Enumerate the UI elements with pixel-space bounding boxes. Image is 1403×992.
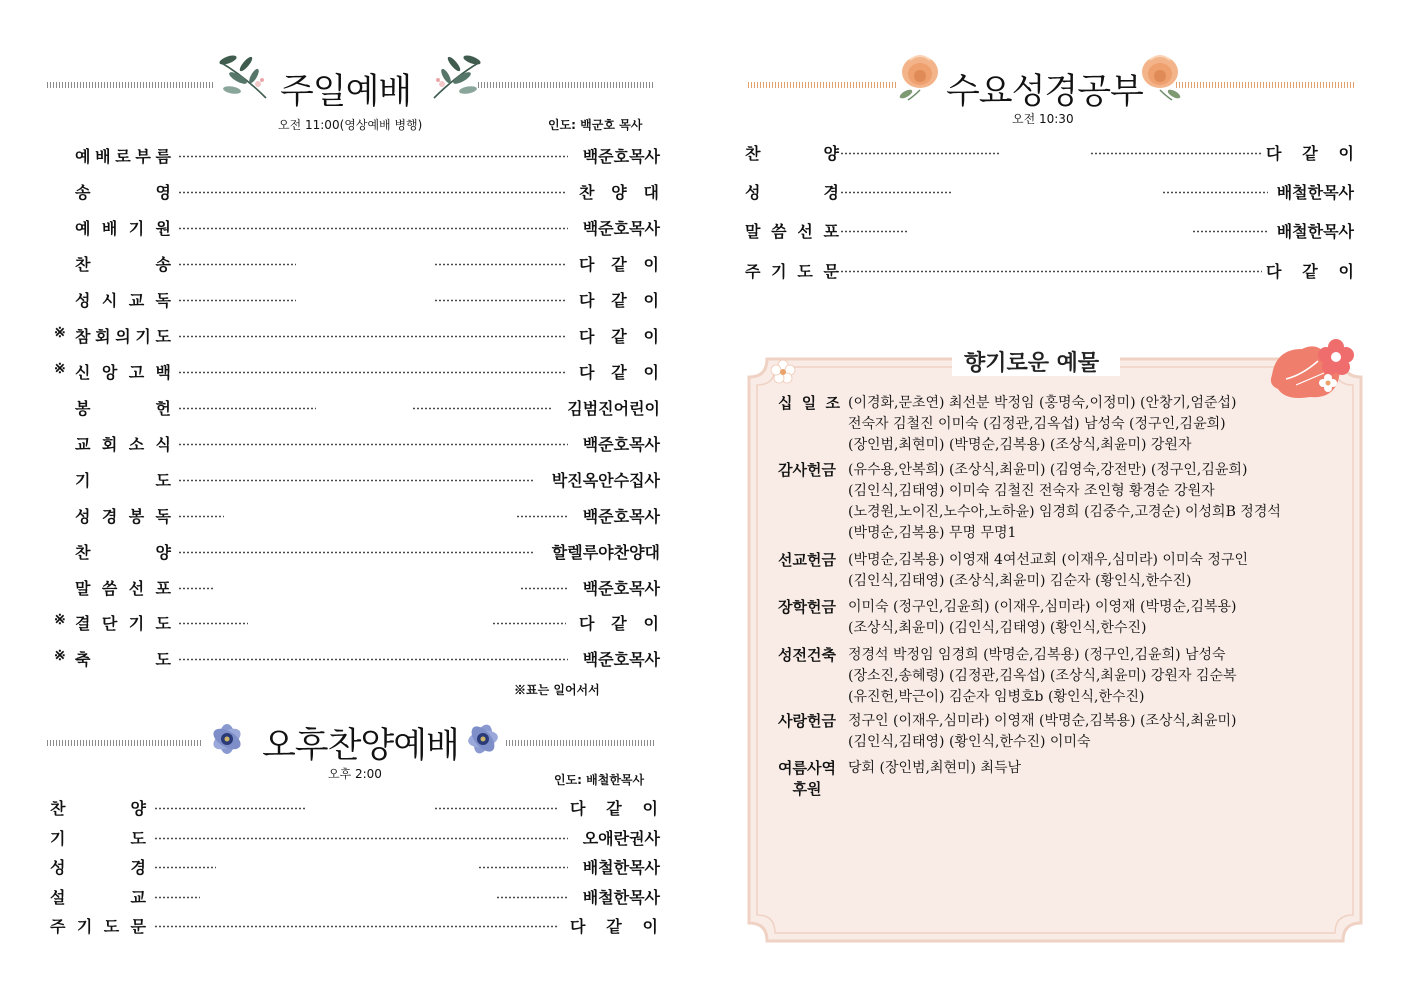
dot-leader [178,587,214,590]
offering-category [778,711,836,732]
offerings-title: 향기로운 예물 [964,351,1100,376]
order-responsible: 다 같 이 [579,255,659,274]
donor-line: (조상식,최윤미) (김인식,김태영) (황인식,한수진) [848,620,1147,636]
dot-leader [840,152,1000,155]
afternoon-rule-left [47,740,203,746]
order-responsible: 배철한목사 [1276,183,1354,202]
sunday-leader: 인도: 백군호 목사 [548,118,643,132]
order-label: 결 단 기 도 [75,614,171,633]
order-responsible: 백준호목사 [582,507,660,526]
order-label: 성 경 봉 독 [75,507,171,526]
offering-category-line: 선교헌금 [778,551,836,569]
dot-leader [154,896,200,899]
offering-category-line: 감사헌금 [778,461,836,479]
offering-category-line: 십 일 조 [778,394,840,412]
offering-donors [848,711,1237,753]
order-label: 신 앙 고 백 [75,363,171,382]
order-responsible: 다 같 이 [570,917,658,936]
blue-flower-icon [460,716,506,762]
dot-leader [178,479,535,482]
dot-leader [154,866,216,869]
dot-leader [1162,191,1268,194]
order-responsible: 박진옥안수집사 [551,471,660,490]
order-label: 주 기 도 문 [50,917,146,936]
afternoon-rule-right [506,740,654,746]
order-label: 참 회 의 기 도 [75,327,171,346]
donor-line: 정경석 박정임 임경희 (박명순,김복용) (정구인,김윤희) 남성숙 [848,647,1226,663]
order-responsible: 다 같 이 [1266,262,1354,281]
donor-line: (장인범,최현미) (박명순,김복용) (조상식,최윤미) 강원자 [848,437,1192,453]
dot-leader [178,335,566,338]
dot-leader [520,587,568,590]
order-label: 찬 양 [50,799,146,818]
order-label: 축 도 [75,650,171,669]
donor-line: (장소진,송혜령) (김정관,김옥섭) (조상식,최윤미) 강원자 김순복 [848,668,1237,684]
order-responsible: 다 같 이 [1266,144,1354,163]
header-rule-right [478,82,654,88]
dot-leader [434,299,566,302]
dot-leader [178,443,568,446]
order-label: 주 기 도 문 [745,262,839,281]
order-label: 성 경 [745,183,839,202]
offering-donors [848,460,1281,544]
donor-line: 당회 (장인범,최현미) 최득남 [848,760,1022,776]
dot-leader [154,837,568,840]
order-label: 찬 양 [745,144,839,163]
order-responsible: 백준호목사 [582,219,660,238]
order-label: 기 도 [75,471,171,490]
order-responsible: 김범진어린이 [567,399,660,418]
wednesday-rule-right [1176,82,1354,88]
dot-leader [178,622,248,625]
dot-leader [178,658,568,661]
order-label: 찬 송 [75,255,171,274]
stand-mark: ※ [54,361,66,377]
order-responsible: 다 같 이 [579,291,659,310]
order-label: 봉 헌 [75,399,171,418]
dot-leader [178,191,566,194]
coral-flower-icon [1266,335,1366,407]
dot-leader [178,371,566,374]
donor-line: (김인식,김태영) (황인식,한수진) 이미숙 [848,734,1091,750]
sunday-title: 주일예배 [280,72,412,112]
donor-line: (김인식,김태영) 이미숙 김철진 전숙자 조인형 황경순 강원자 [848,483,1215,499]
stand-mark: ※ [54,612,66,628]
order-label: 교 회 소 식 [75,435,171,454]
stand-note: ※표는 일어서서 [514,683,600,697]
order-responsible: 백준호목사 [582,435,660,454]
order-responsible: 백준호목사 [582,579,660,598]
donor-line: 정구인 (이재우,심미라) 이영재 (박명순,김복용) (조상식,최윤미) [848,713,1237,729]
stand-mark: ※ [54,325,66,341]
dot-leader [178,551,535,554]
offering-category-line: 장학헌금 [778,598,836,616]
dot-leader [516,515,568,518]
dot-leader [478,866,568,869]
order-label: 성 경 [50,858,146,877]
sunday-time: 오전 11:00(영상예배 병행) [278,118,423,132]
donor-line: (박명순,김복용) 이영재 4여선교회 (이재우,심미라) 이미숙 정구인 [848,552,1249,568]
offering-category-line: 여름사역 [778,759,836,777]
order-responsible: 오애란권사 [582,829,660,848]
dot-leader [178,299,296,302]
order-responsible: 다 같 이 [579,363,659,382]
dot-leader [840,270,1262,273]
wednesday-rule-left [748,82,896,88]
blue-flower-icon [204,716,250,762]
donor-line: (노경원,노이진,노수아,노하윤) 임경희 (김중수,고경순) 이성희B 정경석 [848,504,1281,520]
dot-leader [178,155,568,158]
dot-leader [154,925,558,928]
order-responsible: 할렐루야찬양대 [551,543,660,562]
dot-leader [178,227,568,230]
offering-category [778,393,840,414]
afternoon-leader: 인도: 배철한목사 [554,773,645,787]
order-label: 말 씀 선 포 [745,222,839,241]
order-responsible: 다 같 이 [579,327,659,346]
peach-flower-icon [896,50,944,102]
dot-leader [840,191,952,194]
offering-category [778,597,836,618]
wednesday-time: 오전 10:30 [1012,112,1074,126]
offering-donors [848,597,1237,639]
stand-mark: ※ [54,648,66,664]
offering-category [778,460,836,481]
offering-donors [848,550,1248,592]
dot-leader [412,407,551,410]
afternoon-title: 오후찬양예배 [262,726,459,766]
dot-leader [154,807,306,810]
donor-line: (박명순,김복용) 무명 무명1 [848,525,1017,541]
order-label: 송 영 [75,183,171,202]
donor-line: 이미숙 (정구인,김윤희) (이재우,심미라) 이영재 (박명순,김복용) [848,599,1237,615]
offering-category [778,758,836,800]
order-responsible: 찬 양 대 [579,183,659,202]
offering-donors [848,393,1237,456]
offering-donors [848,758,1021,779]
offering-category-line: 후원 [792,780,822,798]
order-label: 예 배 기 원 [75,219,171,238]
order-responsible: 다 같 이 [579,614,659,633]
leaf-sprig-icon [216,54,274,104]
dot-leader [496,896,568,899]
order-label: 기 도 [50,829,146,848]
dot-leader [178,407,316,410]
order-label: 찬 양 [75,543,171,562]
small-white-flower-icon [769,358,797,386]
order-responsible: 백준호목사 [582,147,660,166]
dot-leader [492,622,566,625]
dot-leader [434,263,566,266]
order-label: 예 배 로 부 름 [75,147,171,166]
peach-flower-icon [1136,50,1184,102]
donor-line: 전숙자 김철진 이미숙 (김정관,김옥섭) 남성숙 (정구인,김윤희) [848,416,1226,432]
order-label: 말 씀 선 포 [75,579,171,598]
order-responsible: 배철한목사 [1276,222,1354,241]
order-responsible: 다 같 이 [570,799,658,818]
afternoon-time: 오후 2:00 [328,767,382,781]
offering-category [778,645,836,666]
dot-leader [840,230,908,233]
leaf-sprig-icon [426,54,484,104]
order-label: 성 시 교 독 [75,291,171,310]
offering-category-line: 성전건축 [778,646,836,664]
order-label: 설 교 [50,888,146,907]
offering-category [778,550,836,571]
offering-category-line: 사랑헌금 [778,712,836,730]
dot-leader [1090,152,1262,155]
dot-leader [178,515,224,518]
order-responsible: 배철한목사 [582,858,660,877]
wednesday-title: 수요성경공부 [946,72,1143,112]
donor-line: (이경화,문초연) 최선분 박정임 (홍명숙,이정미) (안창기,엄준섭) [848,395,1237,411]
dot-leader [178,263,296,266]
offering-donors [848,645,1237,708]
order-responsible: 백준호목사 [582,650,660,669]
donor-line: (유수용,안복희) (조상식,최윤미) (김영숙,강전만) (정구인,김윤희) [848,462,1248,478]
dot-leader [434,807,558,810]
donor-line: (김인식,김태영) (조상식,최윤미) 김순자 (황인식,한수진) [848,573,1192,589]
donor-line: (유진헌,박근이) 김순자 임병호b (황인식,한수진) [848,689,1145,705]
dot-leader [1192,230,1268,233]
header-rule-left [47,82,215,88]
order-responsible: 배철한목사 [582,888,660,907]
